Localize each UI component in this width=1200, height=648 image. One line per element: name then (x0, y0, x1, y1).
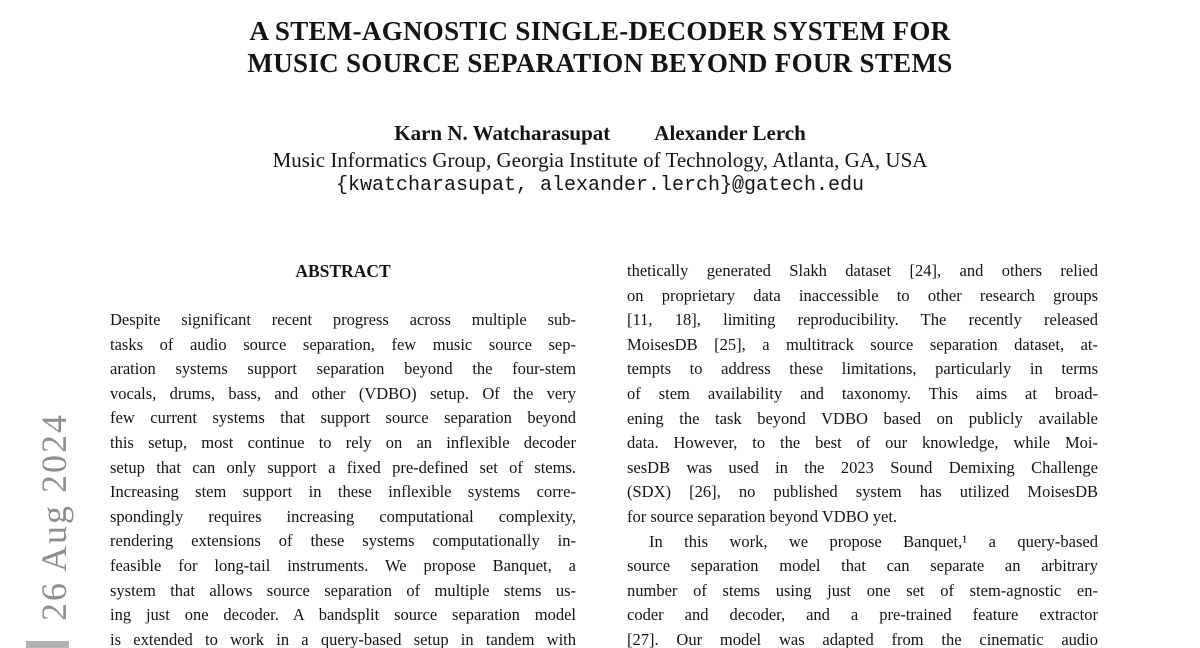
body-line: on proprietary data inaccessible to other research groups (627, 285, 1098, 305)
body-line: tempts to address these limitations, particularly in terms (627, 359, 1098, 379)
abstract-line: ing just one decoder. A bandsplit source separation model (110, 605, 576, 625)
body-line: MoisesDB [25], a multitrack source separation dataset, at- (627, 334, 1098, 354)
abstract-line: aration systems support separation beyond the four-stem (110, 359, 576, 379)
abstract-line: feasible for long-tail instruments. We propose Banquet, a (110, 555, 576, 575)
abstract-line: system that allows source separation of multiple stems us- (110, 580, 576, 600)
affiliation-line: Music Informatics Group, Georgia Institute of Technology, Atlanta, GA, USA (272, 148, 928, 172)
abstract-line: tasks of audio source separation, few music source sep- (110, 334, 576, 354)
arxiv-watermark-fragment (26, 641, 69, 648)
author-name-1: Karn N. Watcharasupat (394, 121, 611, 145)
body-line: In this work, we propose Banquet,¹ a query-based (649, 531, 1098, 551)
body-line: coder and decoder, and a pre-trained feature extractor (627, 605, 1098, 625)
author-block (0, 121, 1200, 146)
paper-title (0, 15, 1200, 79)
author-name-2: Alexander Lerch (654, 121, 806, 145)
paper-title-line-1: A STEM-AGNOSTIC SINGLE-DECODER SYSTEM FOR (249, 16, 951, 46)
abstract-line: is extended to work in a query-based setup in tandem with (110, 629, 576, 648)
abstract-line: Despite significant recent progress across multiple sub- (110, 310, 576, 329)
abstract-line: setup that can only support a fixed pre-defined set of stems. (110, 457, 576, 477)
abstract-line: few current systems that support source separation beyond (110, 408, 576, 428)
body-line: ening the task beyond VDBO based on publicly available (627, 408, 1098, 428)
intro-column (627, 259, 1098, 648)
body-line: (SDX) [26], no published system has utilized MoisesDB (627, 482, 1098, 502)
body-line: sesDB was used in the 2023 Sound Demixing Challenge (627, 457, 1098, 477)
body-line: [27]. Our model was adapted from the cinematic audio (627, 629, 1098, 648)
body-line: thetically generated Slakh dataset [24], and others relied (627, 261, 1098, 280)
body-line: source separation model that can separate an arbitrary (627, 556, 1098, 576)
abstract-line: rendering extensions of these systems computationally in- (110, 531, 576, 551)
abstract-line: spondingly requires increasing computational complexity, (110, 506, 576, 526)
body-line: data. However, to the best of our knowledge, while Moi- (627, 433, 1098, 453)
abstract-column (110, 308, 576, 648)
body-line: of stem availability and taxonomy. This aims at broad- (627, 383, 1098, 403)
email-line: {kwatcharasupat, alexander.lerch}@gatech.edu (335, 174, 865, 197)
abstract-line: vocals, drums, bass, and other (VDBO) setup. Of the very (110, 383, 576, 403)
abstract-line: Increasing stem support in these inflexible systems corre- (110, 482, 576, 502)
body-line: number of stems using just one set of stem-agnostic en- (627, 580, 1098, 600)
body-line: [11, 18], limiting reproducibility. The recently released (627, 310, 1098, 330)
abstract-line: this setup, most continue to rely on an inflexible decoder (110, 432, 576, 452)
arxiv-date-watermark: 26 Aug 2024 (34, 413, 74, 622)
paper-title-line-2: MUSIC SOURCE SEPARATION BEYOND FOUR STEMS (247, 48, 953, 78)
body-line: for source separation beyond VDBO yet. (627, 506, 898, 526)
abstract-heading: ABSTRACT (295, 261, 391, 281)
